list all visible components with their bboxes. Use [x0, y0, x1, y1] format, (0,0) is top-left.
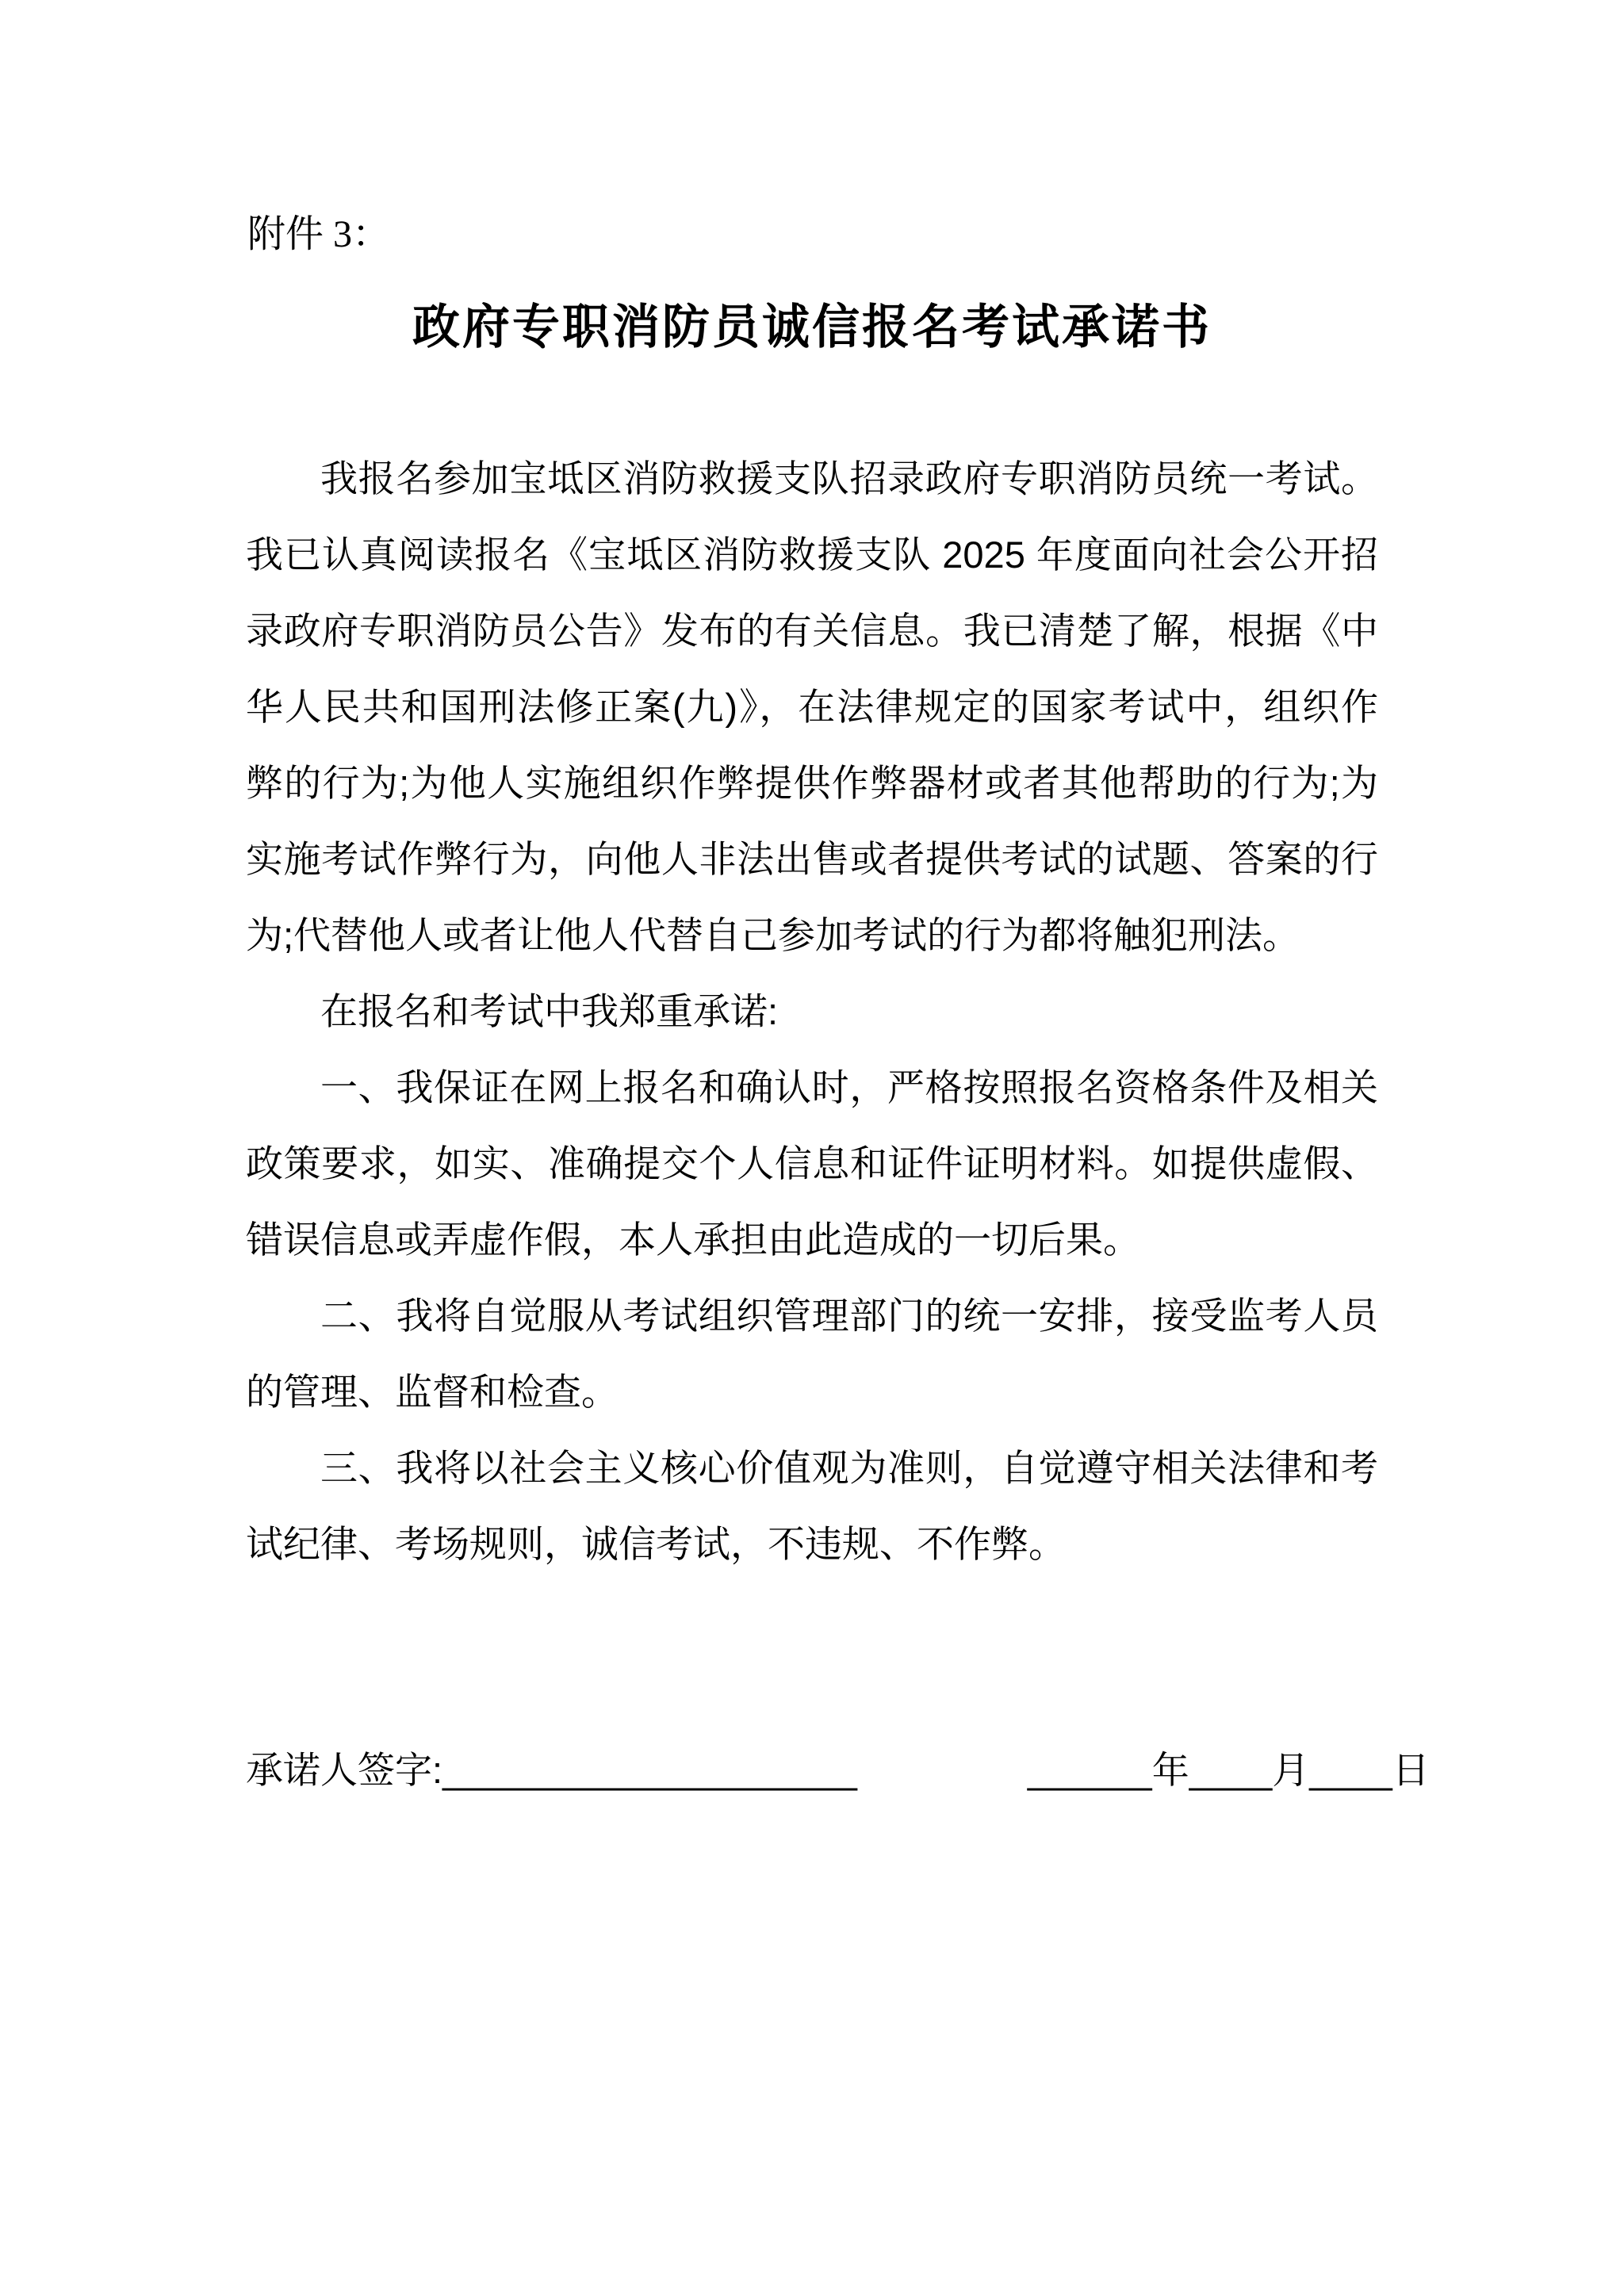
body-line: 为;代替他人或者让他人代替自己参加考试的行为都将触犯刑法。 [246, 914, 1300, 956]
body-line: 在报名和考试中我郑重承诺: [320, 990, 779, 1032]
body-line: 华人民共和国刑法修正案(九)》，在法律规定的国家考试中，组织作 [246, 686, 1378, 728]
date-blank-line: ______年____月____日 [1027, 1749, 1430, 1791]
body-line: 录政府专职消防员公告》发布的有关信息。我已清楚了解，根据《中 [246, 610, 1378, 652]
body-line: 政策要求，如实、准确提交个人信息和证件证明材料。如提供虚假、 [246, 1142, 1378, 1184]
signature-row [246, 1732, 1430, 1808]
document-body [246, 441, 1378, 1582]
body-line: 三、我将以社会主义核心价值观为准则，自觉遵守相关法律和考 [320, 1447, 1378, 1489]
body-line: 弊的行为;为他人实施组织作弊提供作弊器材或者其他帮助的行为;为 [246, 762, 1378, 804]
signature-blank-line: ____________________ [442, 1749, 857, 1791]
body-line: 一、我保证在网上报名和确认时，严格按照报名资格条件及相关 [320, 1066, 1378, 1108]
page-title: 政府专职消防员诚信报名考试承诺书 [412, 300, 1212, 354]
body-line: 二、我将自觉服从考试组织管理部门的统一安排，接受监考人员 [320, 1295, 1378, 1337]
attachment-label: 附件 3： [247, 213, 391, 255]
body-line: 我报名参加宝坻区消防救援支队招录政府专职消防员统一考试。 [320, 457, 1378, 499]
body-line: 实施考试作弊行为，向他人非法出售或者提供考试的试题、答案的行 [246, 838, 1378, 880]
body-line: 错误信息或弄虚作假，本人承担由此造成的一切后果。 [246, 1219, 1140, 1261]
signature-label: 承诺人签字: [246, 1749, 443, 1791]
body-line: 试纪律、考场规则，诚信考试，不违规、不作弊。 [246, 1523, 1066, 1565]
body-line: 我已认真阅读报名《宝坻区消防救援支队 2025 年度面向社会公开招 [246, 534, 1378, 576]
body-line: 的管理、监督和检查。 [246, 1371, 619, 1413]
